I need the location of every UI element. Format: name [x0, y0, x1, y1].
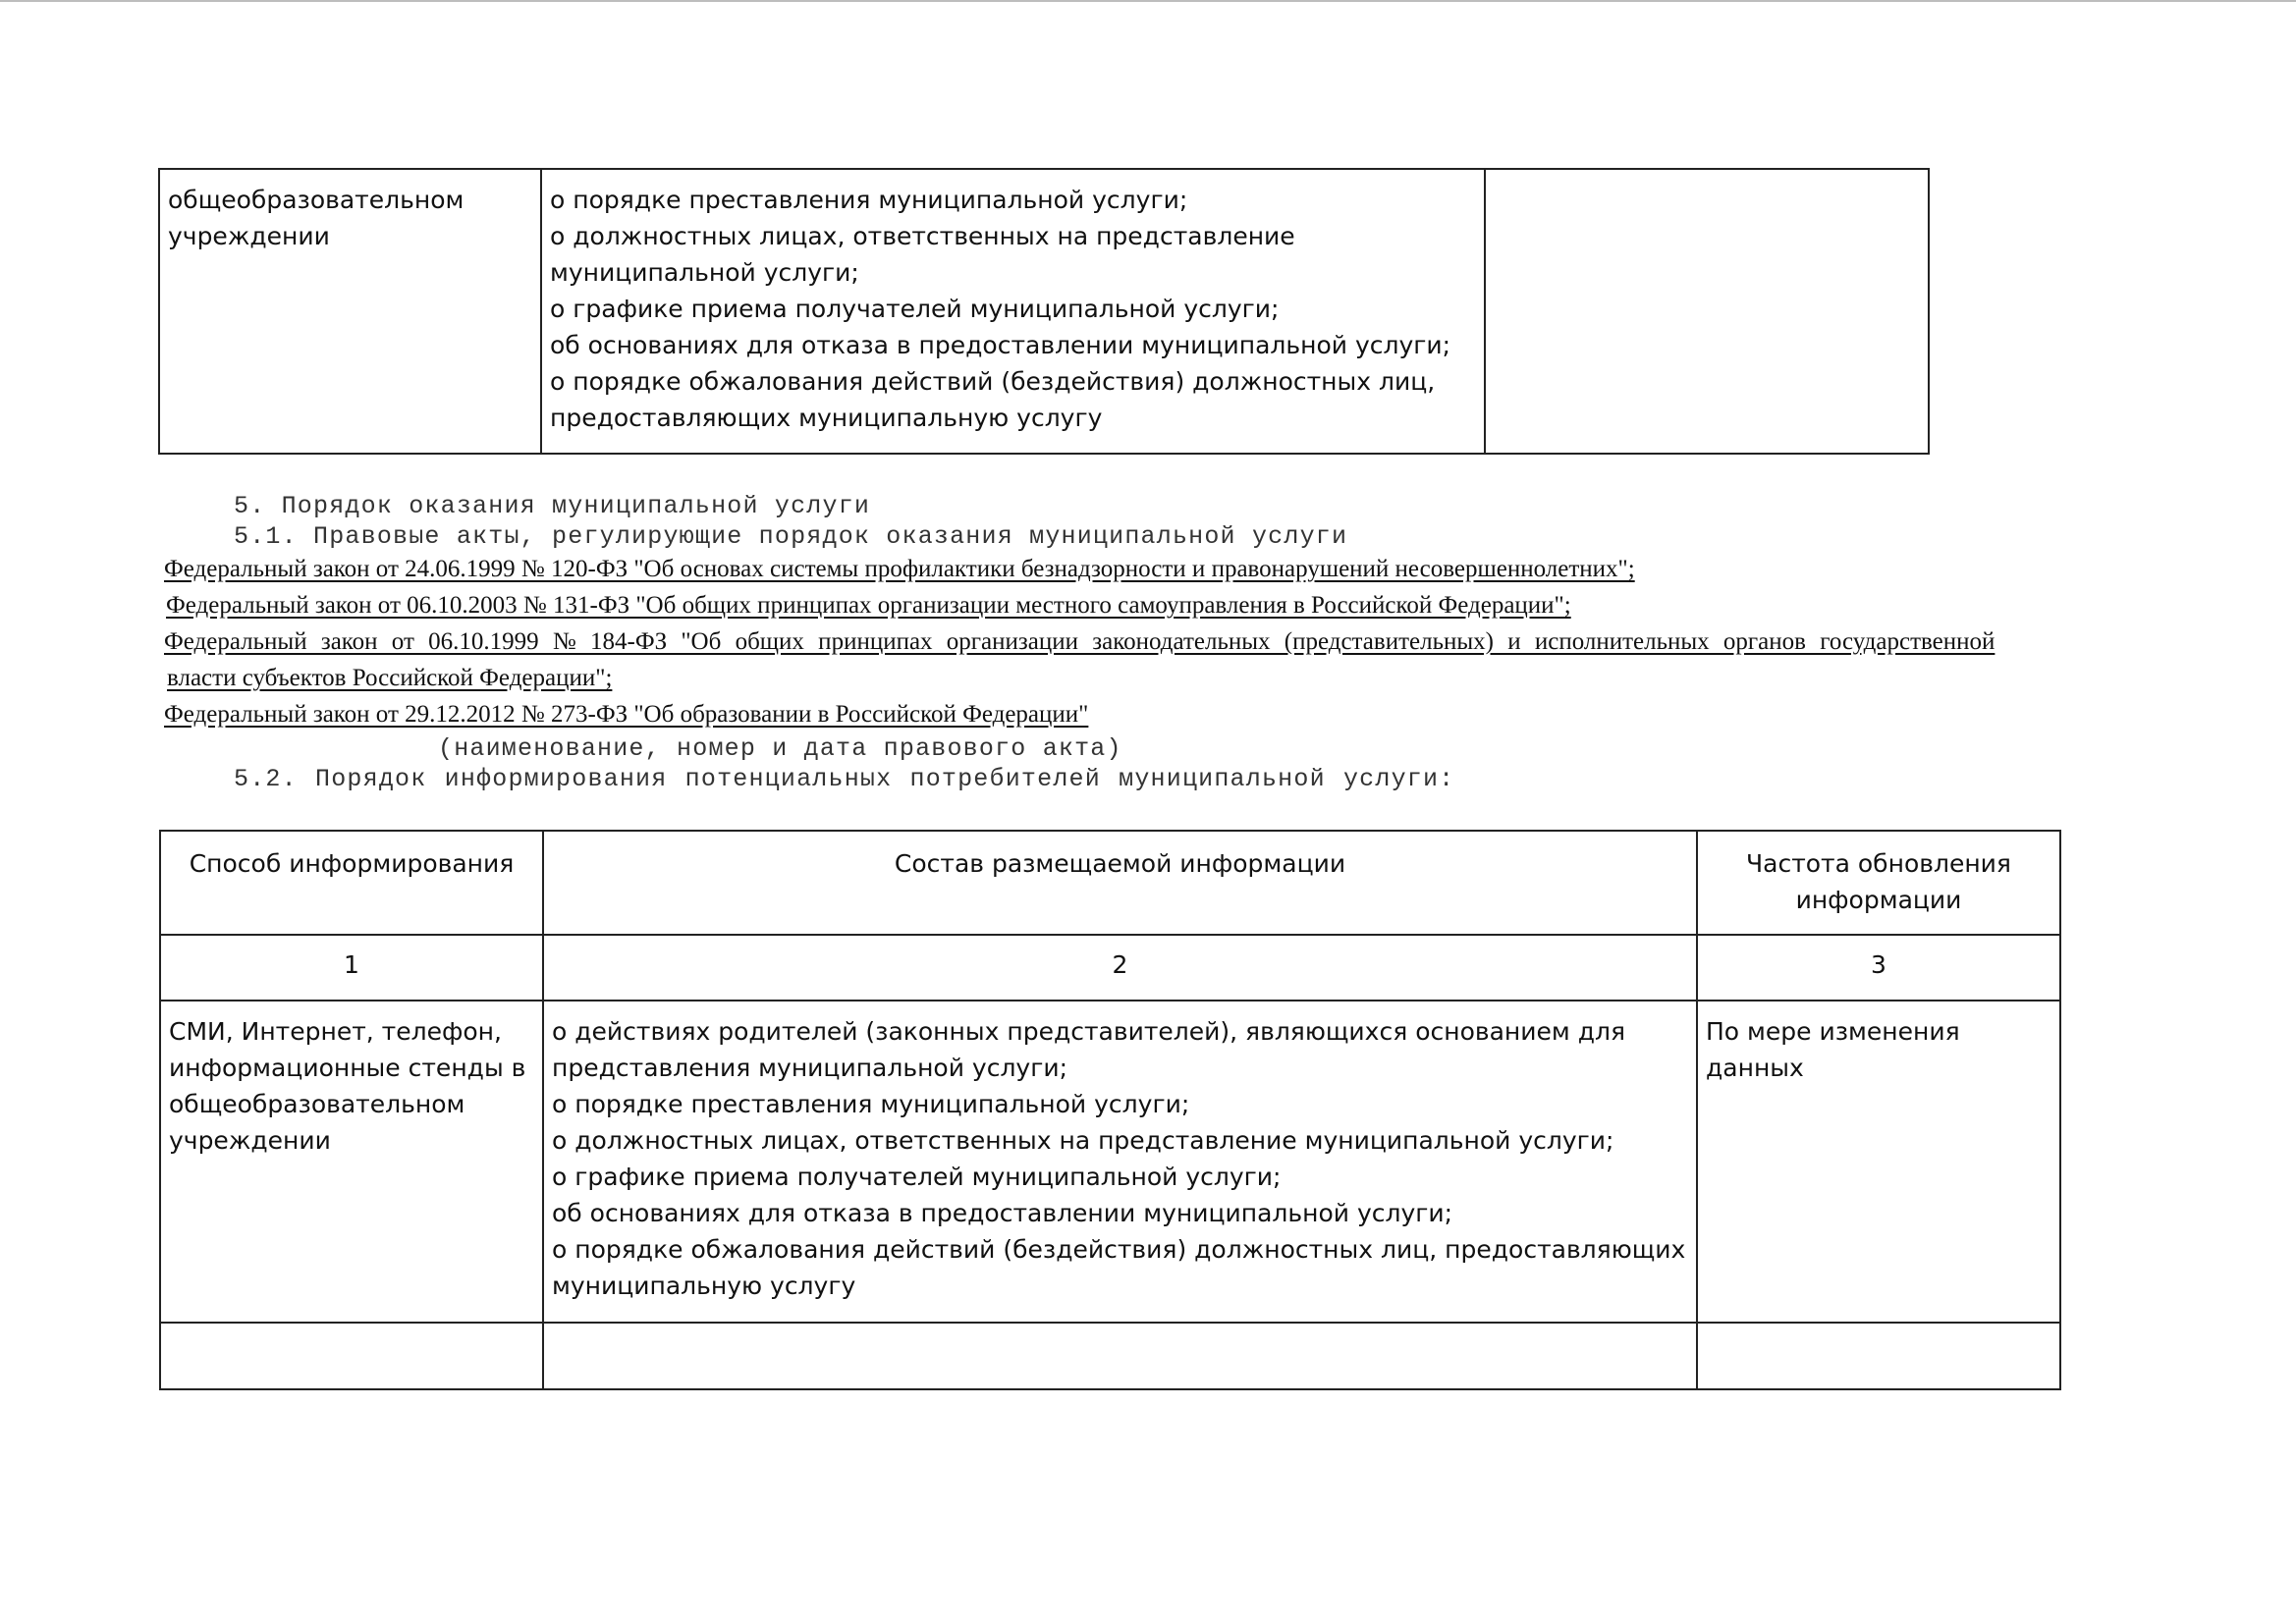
continued-info-table — [158, 168, 1930, 455]
update-frequency-cell — [1485, 169, 1929, 454]
law-caption: (наименование, номер и дата правового акта) — [438, 734, 1122, 763]
cell-text: информационные стенды в — [169, 1054, 526, 1082]
column-header — [160, 831, 543, 935]
law-reference: Федеральный закон от 06.10.1999 № 184-ФЗ "Об общих принципах организации законодательных (представительных) и исполнительных органов государственной — [164, 628, 1995, 655]
scan-top-edge — [0, 0, 2296, 2]
cell-text: данных — [1706, 1054, 1804, 1082]
cell-text: общеобразовательном — [169, 1090, 465, 1118]
column-number: 2 — [543, 935, 1697, 1001]
cell-text: общеобразовательном — [168, 186, 465, 214]
cell-text: о должностных лицах, ответственных на представление муниципальной услуги; — [552, 1126, 1614, 1155]
law-reference: власти субъектов Российской Федерации"; — [167, 665, 613, 691]
cell-text: По мере изменения — [1706, 1017, 1960, 1046]
cell-text: о графике приема получателей муниципальной услуги; — [552, 1163, 1282, 1191]
cell-text: о действиях родителей (законных представителей), являющихся основанием для — [552, 1017, 1626, 1046]
table-row — [160, 935, 2060, 1001]
cell-text: СМИ, Интернет, телефон, — [169, 1017, 502, 1046]
subsection-heading: 5.2. Порядок информирования потенциальных потребителей муниципальной услуги: — [234, 765, 1455, 793]
subsection-heading: 5.1. Правовые акты, регулирующие порядок оказания муниципальной услуги — [234, 522, 1348, 551]
column-header — [543, 831, 1697, 935]
cell-text: о порядке преставления муниципальной услуги; — [552, 1090, 1190, 1118]
column-header — [1697, 831, 2060, 935]
cell-text: муниципальную услугу — [552, 1272, 856, 1300]
cell-text: о графике приема получателей муниципальной услуги; — [550, 295, 1280, 323]
table-row — [160, 1323, 2060, 1389]
empty-cell — [1697, 1323, 2060, 1389]
info-content-cell — [541, 169, 1485, 454]
info-content-cell — [543, 1001, 1697, 1323]
table-row — [160, 1001, 2060, 1323]
cell-text: об основаниях для отказа в предоставлении муниципальной услуги; — [552, 1199, 1453, 1227]
cell-text: предоставляющих муниципальную услугу — [550, 404, 1103, 432]
cell-text: представления муниципальной услуги; — [552, 1054, 1068, 1082]
cell-text: об основаниях для отказа в предоставлении муниципальной услуги; — [550, 331, 1451, 359]
cell-text: о порядке преставления муниципальной услуги; — [550, 186, 1188, 214]
empty-cell — [160, 1323, 543, 1389]
header-text: информации — [1795, 886, 1962, 914]
cell-text: муниципальной услуги; — [550, 258, 859, 287]
table-header-row — [160, 831, 2060, 935]
table-row — [159, 169, 1929, 454]
cell-text: учреждении — [168, 222, 330, 250]
header-text: Частота обновления — [1746, 849, 2011, 878]
column-number: 1 — [160, 935, 543, 1001]
column-number: 3 — [1697, 935, 2060, 1001]
header-text: Способ информирования — [189, 849, 515, 878]
section-heading: 5. Порядок оказания муниципальной услуги — [234, 492, 871, 520]
info-method-cell — [159, 169, 541, 454]
law-reference: Федеральный закон от 06.10.2003 № 131-ФЗ "Об общих принципах организации местного самоуправления в Российской Федерации"; — [166, 592, 1571, 619]
header-text: Состав размещаемой информации — [894, 849, 1346, 878]
cell-text: о порядке обжалования действий (бездействия) должностных лиц, — [550, 367, 1436, 396]
cell-text: учреждении — [169, 1126, 331, 1155]
informing-table — [159, 830, 2061, 1390]
law-reference: Федеральный закон от 29.12.2012 № 273-ФЗ "Об образовании в Российской Федерации" — [164, 701, 1089, 728]
update-frequency-cell — [1697, 1001, 2060, 1323]
cell-text: о должностных лицах, ответственных на представление — [550, 222, 1295, 250]
law-reference: Федеральный закон от 24.06.1999 № 120-ФЗ "Об основах системы профилактики безнадзорности и правонарушений несовершеннолетних"; — [164, 556, 1635, 582]
cell-text: о порядке обжалования действий (бездействия) должностных лиц, предоставляющих — [552, 1235, 1686, 1264]
empty-cell — [543, 1323, 1697, 1389]
info-method-cell — [160, 1001, 543, 1323]
